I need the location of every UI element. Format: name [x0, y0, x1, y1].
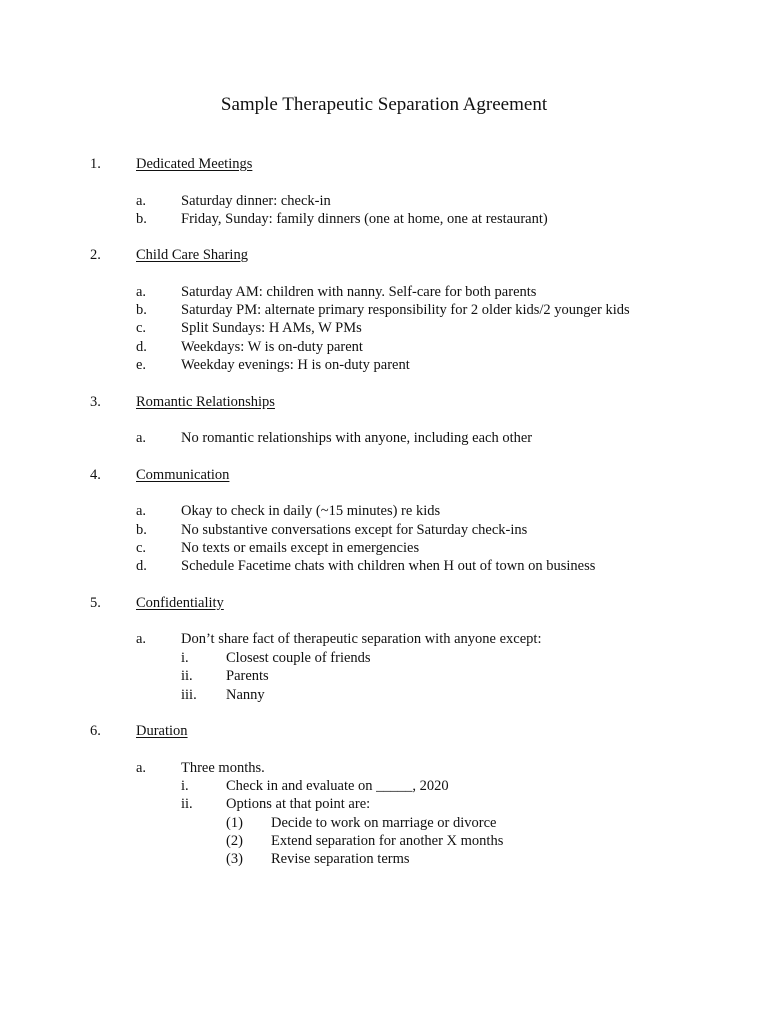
- item-marker: a.: [136, 760, 147, 776]
- list-item: Three months.: [181, 760, 265, 776]
- item-marker: a.: [136, 284, 147, 300]
- item-marker: e.: [136, 357, 147, 373]
- section-number: 2.: [90, 247, 101, 263]
- list-item: No romantic relationships with anyone, including each other: [181, 430, 533, 446]
- item-marker: b.: [136, 522, 147, 538]
- section-number: 3.: [90, 394, 101, 410]
- list-item: Weekdays: W is on-duty parent: [181, 339, 363, 355]
- section-heading-confidentiality: Confidentiality: [136, 595, 224, 611]
- subitem-marker: i.: [181, 650, 189, 666]
- section-heading-communication: Communication: [136, 467, 230, 483]
- section-heading-duration: Duration: [136, 723, 188, 739]
- item-marker: a.: [136, 631, 147, 647]
- list-item: No texts or emails except in emergencies: [181, 540, 420, 556]
- list-item: Saturday AM: children with nanny. Self-care for both parents: [181, 284, 537, 300]
- item-marker: c.: [136, 540, 147, 556]
- document-title: Sample Therapeutic Separation Agreement: [220, 94, 548, 115]
- item-marker: a.: [136, 193, 147, 209]
- list-item: No substantive conversations except for Saturday check-ins: [181, 522, 528, 538]
- item-marker: d.: [136, 558, 147, 574]
- section-heading-child-care-sharing: Child Care Sharing: [136, 247, 248, 263]
- list-item: Schedule Facetime chats with children when H out of town on business: [181, 558, 596, 574]
- item-marker: a.: [136, 430, 147, 446]
- item-marker: a.: [136, 503, 147, 519]
- option-item: Decide to work on marriage or divorce: [271, 815, 497, 831]
- list-item: Okay to check in daily (~15 minutes) re kids: [181, 503, 441, 519]
- sub-list-item: Check in and evaluate on _____, 2020: [226, 778, 449, 794]
- sub-list-item: Parents: [226, 668, 269, 684]
- section-heading-dedicated-meetings: Dedicated Meetings: [136, 156, 253, 172]
- subitem-marker: ii.: [181, 668, 193, 684]
- item-marker: b.: [136, 302, 147, 318]
- list-item: Weekday evenings: H is on-duty parent: [181, 357, 410, 373]
- option-marker: (2): [226, 833, 243, 849]
- list-item: Don’t share fact of therapeutic separation with anyone except:: [181, 631, 542, 647]
- option-item: Revise separation terms: [271, 851, 410, 867]
- subitem-marker: ii.: [181, 796, 193, 812]
- option-marker: (1): [226, 815, 243, 831]
- item-marker: d.: [136, 339, 147, 355]
- list-item: Split Sundays: H AMs, W PMs: [181, 320, 362, 336]
- section-number: 1.: [90, 156, 101, 172]
- section-number: 5.: [90, 595, 101, 611]
- section-number: 6.: [90, 723, 101, 739]
- subitem-marker: iii.: [181, 687, 197, 703]
- sub-list-item: Nanny: [226, 687, 265, 703]
- section-heading-romantic-relationships: Romantic Relationships: [136, 394, 275, 410]
- option-marker: (3): [226, 851, 243, 867]
- subitem-marker: i.: [181, 778, 189, 794]
- list-item: Saturday dinner: check-in: [181, 193, 331, 209]
- item-marker: b.: [136, 211, 147, 227]
- sub-list-item: Options at that point are:: [226, 796, 371, 812]
- list-item: Friday, Sunday: family dinners (one at home, one at restaurant): [181, 211, 548, 227]
- section-number: 4.: [90, 467, 101, 483]
- item-marker: c.: [136, 320, 147, 336]
- sub-list-item: Closest couple of friends: [226, 650, 371, 666]
- option-item: Extend separation for another X months: [271, 833, 504, 849]
- list-item: Saturday PM: alternate primary responsibility for 2 older kids/2 younger kids: [181, 302, 630, 318]
